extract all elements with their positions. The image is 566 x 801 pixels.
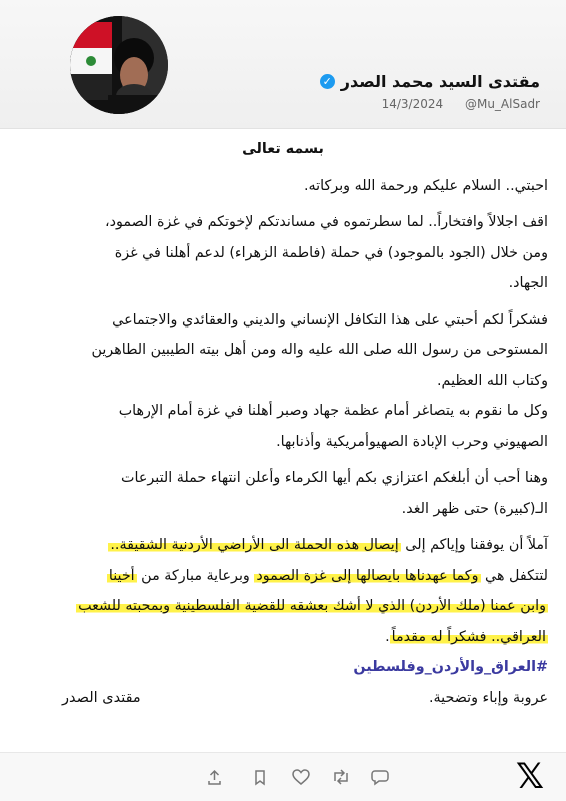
verified-badge-icon: ✓	[320, 74, 335, 89]
post-line-highlighted	[18, 530, 548, 561]
signature-row	[18, 683, 548, 713]
heart-icon[interactable]	[289, 765, 313, 789]
post-line: فشكراً لكم أحبتي على هذا التكافل الإنساني والديني والعقائدي والاجتماعي	[112, 311, 548, 328]
x-logo[interactable]: 𝕏	[515, 757, 545, 797]
bookmark-icon[interactable]	[248, 765, 272, 789]
signature: مقتدى الصدر	[62, 689, 141, 706]
text-fragment: لتتكفل هي	[480, 567, 548, 584]
highlighted-text: أخينا	[108, 567, 135, 584]
highlighted-text: العراقي.. فشكراً له مقدماً	[391, 628, 546, 645]
author-name[interactable]: مقتدى السيد محمد الصدر	[340, 72, 540, 91]
tweet-header	[0, 0, 566, 129]
post-line: وهنا أحب أن أبلغكم اعتزازي بكم أيها الكرماء وأعلن انتهاء حملة التبرعات	[121, 470, 548, 486]
post-line: اقف اجلالاً وافتخاراً.. لما سطرتموه في مساندتكم لإخوتكم في غزة الصمود،	[105, 214, 548, 230]
post-line: المستوحى من رسول الله صلى الله عليه واله ومن أهل بيته الطيبين الطاهرين	[91, 342, 548, 358]
post-meta	[240, 97, 540, 111]
post-line-highlighted	[18, 591, 548, 622]
retweet-icon[interactable]	[329, 765, 353, 789]
post-line: ومن خلال (الجود بالموجود) في حملة (فاطمة الزهراء) لدعم أهلنا في غزة	[114, 244, 548, 261]
post-date: 14/3/2024	[381, 97, 444, 111]
highlighted-text: إيصال هذه الحملة الى الأراضي الأردنية الشقيقة..	[110, 537, 399, 553]
post-line: وكتاب الله العظيم.	[437, 372, 548, 389]
author-block	[240, 72, 540, 111]
post-line: وكل ما نقوم به يتصاغر أمام عظمة جهاد وصبر أهلنا في غزة أمام الإرهاب	[118, 403, 548, 419]
post-line: احبتي.. السلام عليكم ورحمة الله وبركاته.	[303, 177, 548, 194]
profile-picture	[70, 16, 168, 114]
hashtag-link[interactable]: #العراق_والأردن_وفلسطين	[353, 659, 548, 675]
avatar[interactable]	[70, 16, 168, 114]
share-icon[interactable]	[202, 765, 226, 789]
highlighted-text: وكما عهدناها بايصالها إلى غزة الصمود	[256, 567, 479, 584]
text-fragment: .	[385, 628, 390, 645]
post-line: الصهيوني وحرب الإبادة الصهيوأمريكية وأذنابها.	[276, 433, 548, 450]
author-name-row[interactable]	[240, 72, 540, 91]
text-fragment: آملاً أن يوفقنا وإياكم إلى	[400, 537, 548, 553]
text-fragment: وبرعاية مباركة من	[136, 567, 255, 584]
post-title: بسمه تعالى	[242, 141, 324, 157]
post-body	[18, 134, 548, 734]
post-line: الجهاد.	[508, 275, 548, 291]
highlighted-text: وابن عمنا (ملك الأردن) الذي لا أشك بعشقه للقضية الفلسطينية وبمحبته للشعب	[78, 598, 546, 614]
post-line: الـ(كبيرة) حتى ظهر الغد.	[401, 500, 548, 517]
post-line-highlighted	[18, 561, 548, 592]
closing-line: عروبة وإباء وتضحية.	[428, 689, 548, 706]
action-bar	[0, 752, 566, 801]
author-handle[interactable]: @Mu_AlSadr	[464, 97, 540, 111]
post-line-highlighted	[18, 622, 548, 653]
reply-icon[interactable]	[368, 765, 392, 789]
